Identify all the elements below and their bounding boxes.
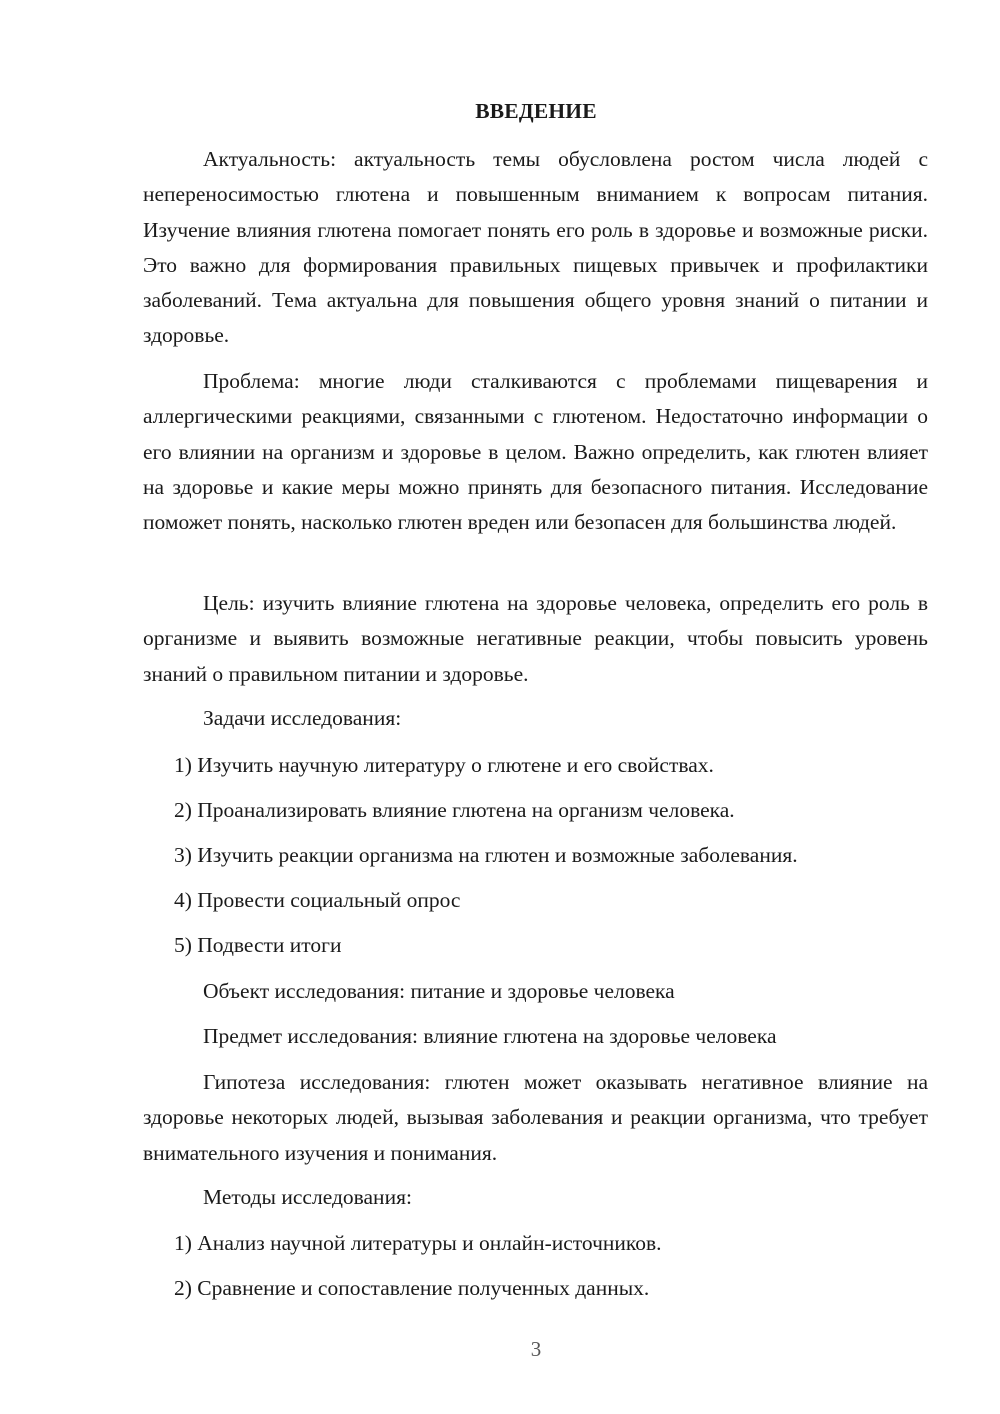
research-subject: Предмет исследования: влияние глютена на здоровье человека (203, 1024, 777, 1048)
page-number: 3 (530, 1337, 542, 1361)
hypothesis-paragraph: Гипотеза исследования: глютен может оказывать негативное влияние на здоровье некоторых людей, вызывая заболевания и реакции организма, что требует внимательного изучения и понимания. (143, 1070, 928, 1165)
relevance-paragraph: Актуальность: актуальность темы обусловлена ростом числа людей с непереносимостью глютена и повышенным вниманием к вопросам питания. Изучение влияния глютена помогает понять его роль в здоровье и возможные риски. Это важно для формирования правильных пищевых привычек и профилактики заболеваний. Тема актуальна для повышения общего уровня знаний о питании и здоровье. (143, 147, 928, 348)
research-object: Объект исследования: питание и здоровье человека (203, 979, 675, 1003)
task-item: 3) Изучить реакции организма на глютен и возможные заболевания. (174, 843, 798, 867)
method-item: 1) Анализ научной литературы и онлайн-источников. (174, 1231, 662, 1255)
problem-paragraph: Проблема: многие люди сталкиваются с проблемами пищеварения и аллергическими реакциями, связанными с глютеном. Недостаточно информации о его влиянии на организм и здоровье в целом. Важно определить, как глютен влияет на здоровье и какие меры можно принять для безопасного питания. Исследование поможет понять, насколько глютен вреден или безопасен для большинства людей. (143, 369, 928, 535)
section-title: ВВЕДЕНИЕ (475, 99, 597, 123)
goal-paragraph: Цель: изучить влияние глютена на здоровье человека, определить его роль в организме и выявить возможные негативные реакции, чтобы повысить уровень знаний о правильном питании и здоровье. (143, 591, 928, 686)
task-item: 5) Подвести итоги (174, 933, 342, 957)
tasks-heading: Задачи исследования: (203, 706, 402, 730)
task-item: 2) Проанализировать влияние глютена на организм человека. (174, 798, 735, 822)
methods-heading: Методы исследования: (203, 1185, 412, 1209)
task-item: 1) Изучить научную литературу о глютене и его свойствах. (174, 753, 714, 777)
method-item: 2) Сравнение и сопоставление полученных данных. (174, 1276, 650, 1300)
task-item: 4) Провести социальный опрос (174, 888, 461, 912)
